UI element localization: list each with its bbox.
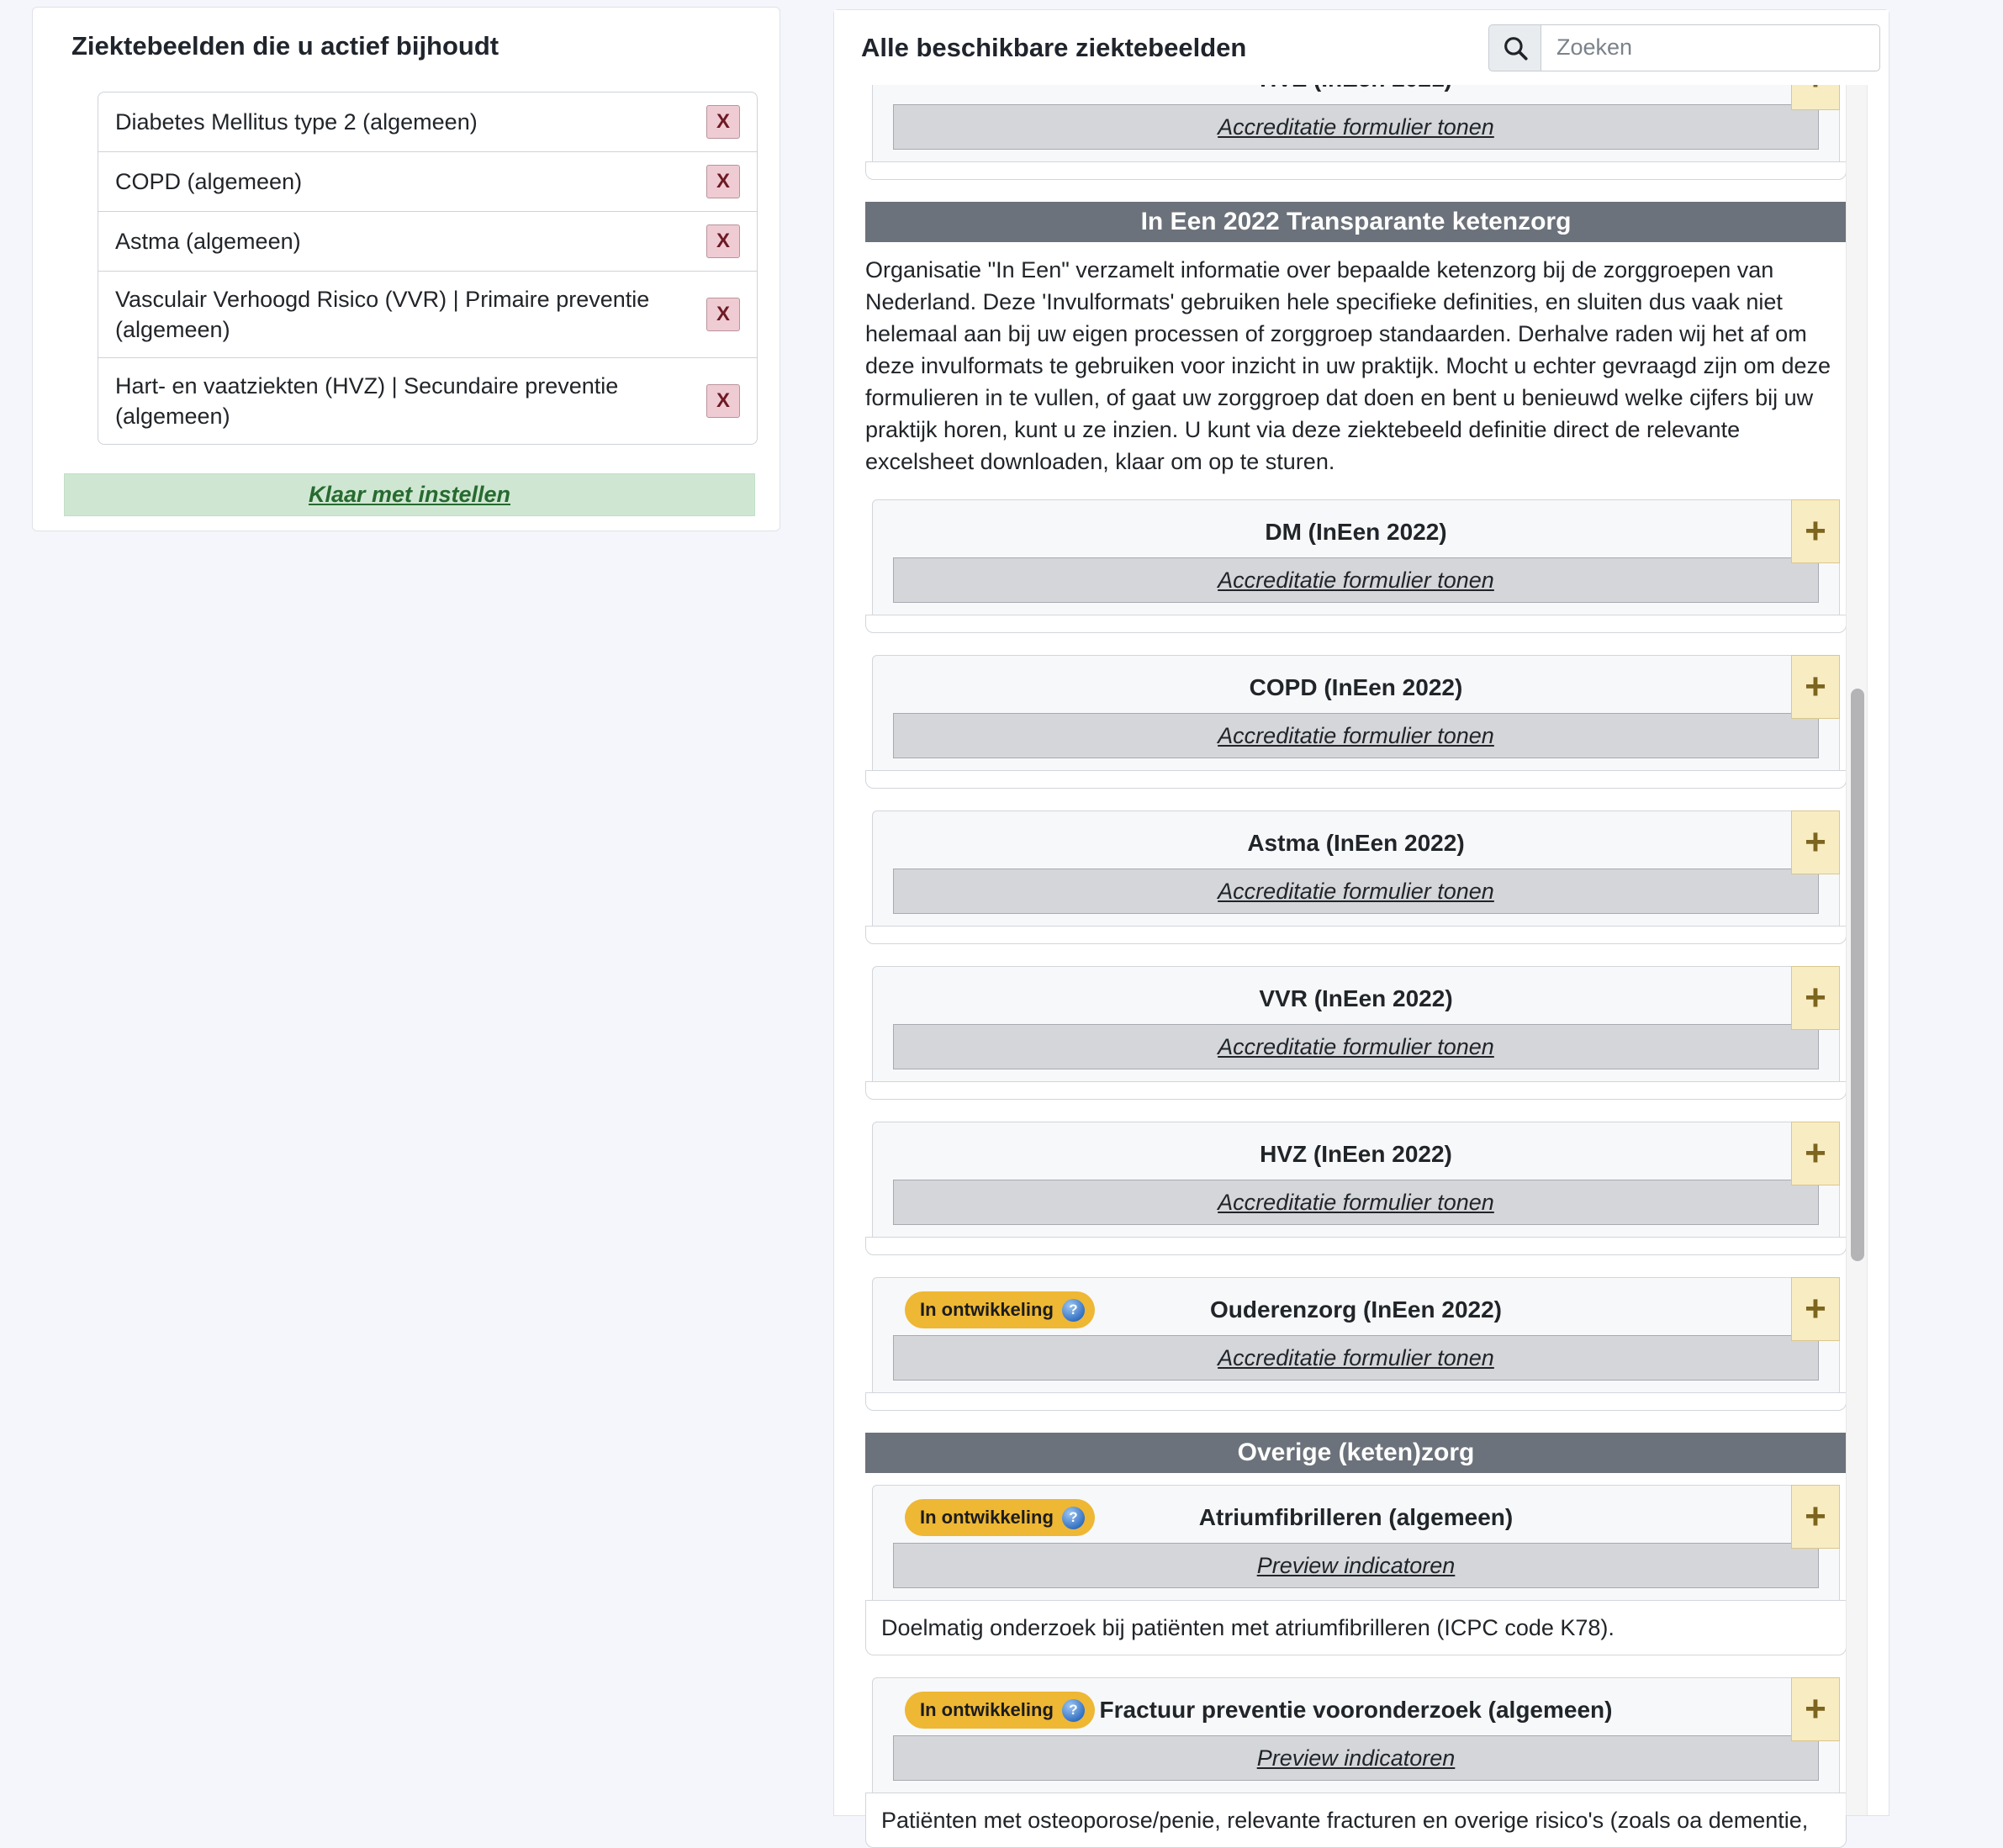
- preview-indicators-button[interactable]: [893, 1735, 1819, 1781]
- disease-label: Hart- en vaatziekten (HVZ) | Secundaire preventie (algemeen): [115, 373, 619, 429]
- accreditation-form-label: Accreditatie formulier tonen: [1218, 114, 1494, 140]
- remove-disease-button[interactable]: X: [706, 298, 740, 331]
- disease-card: [865, 966, 1847, 1100]
- disease-card: [865, 499, 1847, 633]
- disease-card: [865, 1485, 1847, 1655]
- disease-label: COPD (algemeen): [115, 169, 303, 194]
- active-diseases-panel: [32, 7, 780, 531]
- active-diseases-title: Ziektebeelden die u actief bijhoudt: [71, 31, 499, 61]
- list-item: [98, 358, 757, 444]
- remove-disease-button[interactable]: X: [706, 105, 740, 139]
- disease-card: [865, 1277, 1847, 1411]
- card-title: Atriumfibrilleren (algemeen): [1198, 1504, 1514, 1530]
- card-title: HVZ (InEen 2022): [1260, 1141, 1452, 1167]
- add-disease-button[interactable]: +: [1791, 1277, 1840, 1341]
- card-header: [872, 966, 1840, 1082]
- add-disease-button[interactable]: +: [1791, 1122, 1840, 1185]
- in-development-badge[interactable]: [905, 1692, 1095, 1729]
- accreditation-form-button[interactable]: [893, 104, 1819, 150]
- disease-card: [865, 655, 1847, 789]
- accreditation-form-button[interactable]: [893, 869, 1819, 914]
- search-icon: [1501, 34, 1530, 62]
- remove-disease-button[interactable]: X: [706, 384, 740, 418]
- in-development-label: In ontwikkeling: [920, 1507, 1054, 1528]
- remove-disease-button[interactable]: X: [706, 224, 740, 258]
- card-header: [872, 655, 1840, 771]
- card-description: [865, 1081, 1847, 1100]
- card-title: Astma (InEen 2022): [1247, 830, 1465, 856]
- preview-indicators-label: Preview indicatoren: [1256, 1745, 1456, 1771]
- accreditation-form-button[interactable]: [893, 1335, 1819, 1381]
- accreditation-form-label: Accreditatie formulier tonen: [1218, 722, 1494, 748]
- list-item: [98, 92, 757, 152]
- card-header: [872, 499, 1840, 615]
- card-title-row: [893, 671, 1819, 705]
- vertical-scrollbar-thumb[interactable]: [1851, 689, 1864, 1261]
- card-title-row: [893, 826, 1819, 860]
- card-title-row: [893, 1293, 1819, 1327]
- card-title: Fractuur preventie vooronderzoek (algemeen): [1099, 1697, 1613, 1723]
- accreditation-form-label: Accreditatie formulier tonen: [1218, 1189, 1494, 1215]
- disease-card: [865, 810, 1847, 944]
- available-diseases-panel: [833, 9, 1889, 1833]
- add-disease-button[interactable]: +: [1791, 1677, 1840, 1741]
- card-title-row: [893, 1138, 1819, 1171]
- list-item: [98, 212, 757, 272]
- card-description: Patiënten met osteoporose/penie, relevante fracturen en overige risico's (zoals oa dementie,: [865, 1793, 1847, 1848]
- done-configuring-label: Klaar met instellen: [308, 482, 511, 507]
- accreditation-form-button[interactable]: [893, 713, 1819, 758]
- disease-label: Astma (algemeen): [115, 229, 301, 254]
- card-title-row: [893, 1693, 1819, 1727]
- search-input[interactable]: [1541, 24, 1880, 71]
- preview-indicators-button[interactable]: [893, 1543, 1819, 1588]
- accreditation-form-button[interactable]: [893, 1024, 1819, 1069]
- card-title-row: [893, 515, 1819, 549]
- add-disease-button[interactable]: +: [1791, 810, 1840, 874]
- add-disease-button[interactable]: +: [1791, 966, 1840, 1030]
- available-diseases-header: [834, 10, 1889, 85]
- section-intro-text: Organisatie "In Een" verzamelt informatie over bepaalde ketenzorg bij de zorggroepen van Nederland. Deze 'Invulformats' gebruiken hele specifieke definities, en sluiten dus vaak niet helemaal aan bij uw eigen processen of zorggroep standaarden. Derhalve raden wij het af om deze invulformats te gebruiken voor inzicht in uw praktijk. Mocht u echter gevraagd zijn om deze formulieren in te vullen, of gaat uw zorggroep dat doen en bent u benieuwd welke cijfers bij uw praktijk horen, kunt u ze inzien. U kunt via deze ziektebeeld definitie direct de relevante excelsheet downloaden, klaar om op te sturen.: [865, 257, 1831, 474]
- disease-card: [865, 1122, 1847, 1255]
- card-title: Ouderenzorg (InEen 2022): [1210, 1296, 1502, 1323]
- add-disease-button[interactable]: +: [1791, 1485, 1840, 1549]
- card-header: [872, 1485, 1840, 1601]
- search-icon-box: [1488, 24, 1541, 71]
- card-description: [865, 770, 1847, 789]
- in-development-label: In ontwikkeling: [920, 1299, 1054, 1320]
- card-title: VVR (InEen 2022): [1259, 985, 1453, 1011]
- accreditation-form-button[interactable]: [893, 557, 1819, 603]
- accreditation-form-label: Accreditatie formulier tonen: [1218, 567, 1494, 593]
- add-disease-button[interactable]: +: [1791, 499, 1840, 563]
- in-development-badge[interactable]: [905, 1291, 1095, 1328]
- list-item: [98, 272, 757, 358]
- help-question-icon[interactable]: ?: [1062, 1507, 1085, 1529]
- card-header: [872, 1277, 1840, 1393]
- card-title: COPD (InEen 2022): [1249, 674, 1463, 700]
- card-header: [872, 1677, 1840, 1793]
- accreditation-form-label: Accreditatie formulier tonen: [1218, 1033, 1494, 1059]
- available-diseases-title: Alle beschikbare ziektebeelden: [861, 32, 1247, 62]
- accreditation-form-label: Accreditatie formulier tonen: [1218, 878, 1494, 904]
- in-development-badge[interactable]: [905, 1499, 1095, 1536]
- card-header: [872, 810, 1840, 927]
- card-title-row: [893, 982, 1819, 1016]
- card-description: Doelmatig onderzoek bij patiënten met atriumfibrilleren (ICPC code K78).: [865, 1600, 1847, 1655]
- card-description: [865, 1392, 1847, 1411]
- search-group: [1488, 24, 1880, 71]
- card-description: [865, 1237, 1847, 1255]
- card-description: [865, 615, 1847, 633]
- list-item: [98, 152, 757, 212]
- section-header-ineen-2022: In Een 2022 Transparante ketenzorg: [865, 202, 1847, 242]
- accreditation-form-label: Accreditatie formulier tonen: [1218, 1344, 1494, 1370]
- accreditation-form-button[interactable]: [893, 1180, 1819, 1225]
- card-title-row: [893, 1501, 1819, 1534]
- card-description: [865, 161, 1847, 180]
- card-description: [865, 926, 1847, 944]
- card-title: DM (InEen 2022): [1265, 519, 1447, 545]
- add-disease-button[interactable]: +: [1791, 655, 1840, 719]
- done-configuring-button[interactable]: [64, 473, 755, 516]
- help-question-icon[interactable]: ?: [1062, 1299, 1085, 1322]
- vertical-scrollbar-track[interactable]: [1846, 85, 1868, 1815]
- disease-card: [865, 1677, 1847, 1848]
- disease-label: Vasculair Verhoogd Risico (VVR) | Primaire preventie (algemeen): [115, 287, 650, 342]
- section-header-overige-ketenzorg: Overige (keten)zorg: [865, 1433, 1847, 1473]
- help-question-icon[interactable]: ?: [1062, 1699, 1085, 1722]
- in-development-label: In ontwikkeling: [920, 1699, 1054, 1720]
- active-diseases-list: [98, 92, 758, 445]
- disease-label: Diabetes Mellitus type 2 (algemeen): [115, 109, 478, 135]
- preview-indicators-label: Preview indicatoren: [1256, 1552, 1456, 1578]
- remove-disease-button[interactable]: X: [706, 165, 740, 198]
- card-header: [872, 1122, 1840, 1238]
- available-diseases-scroll-area: [834, 85, 1889, 1833]
